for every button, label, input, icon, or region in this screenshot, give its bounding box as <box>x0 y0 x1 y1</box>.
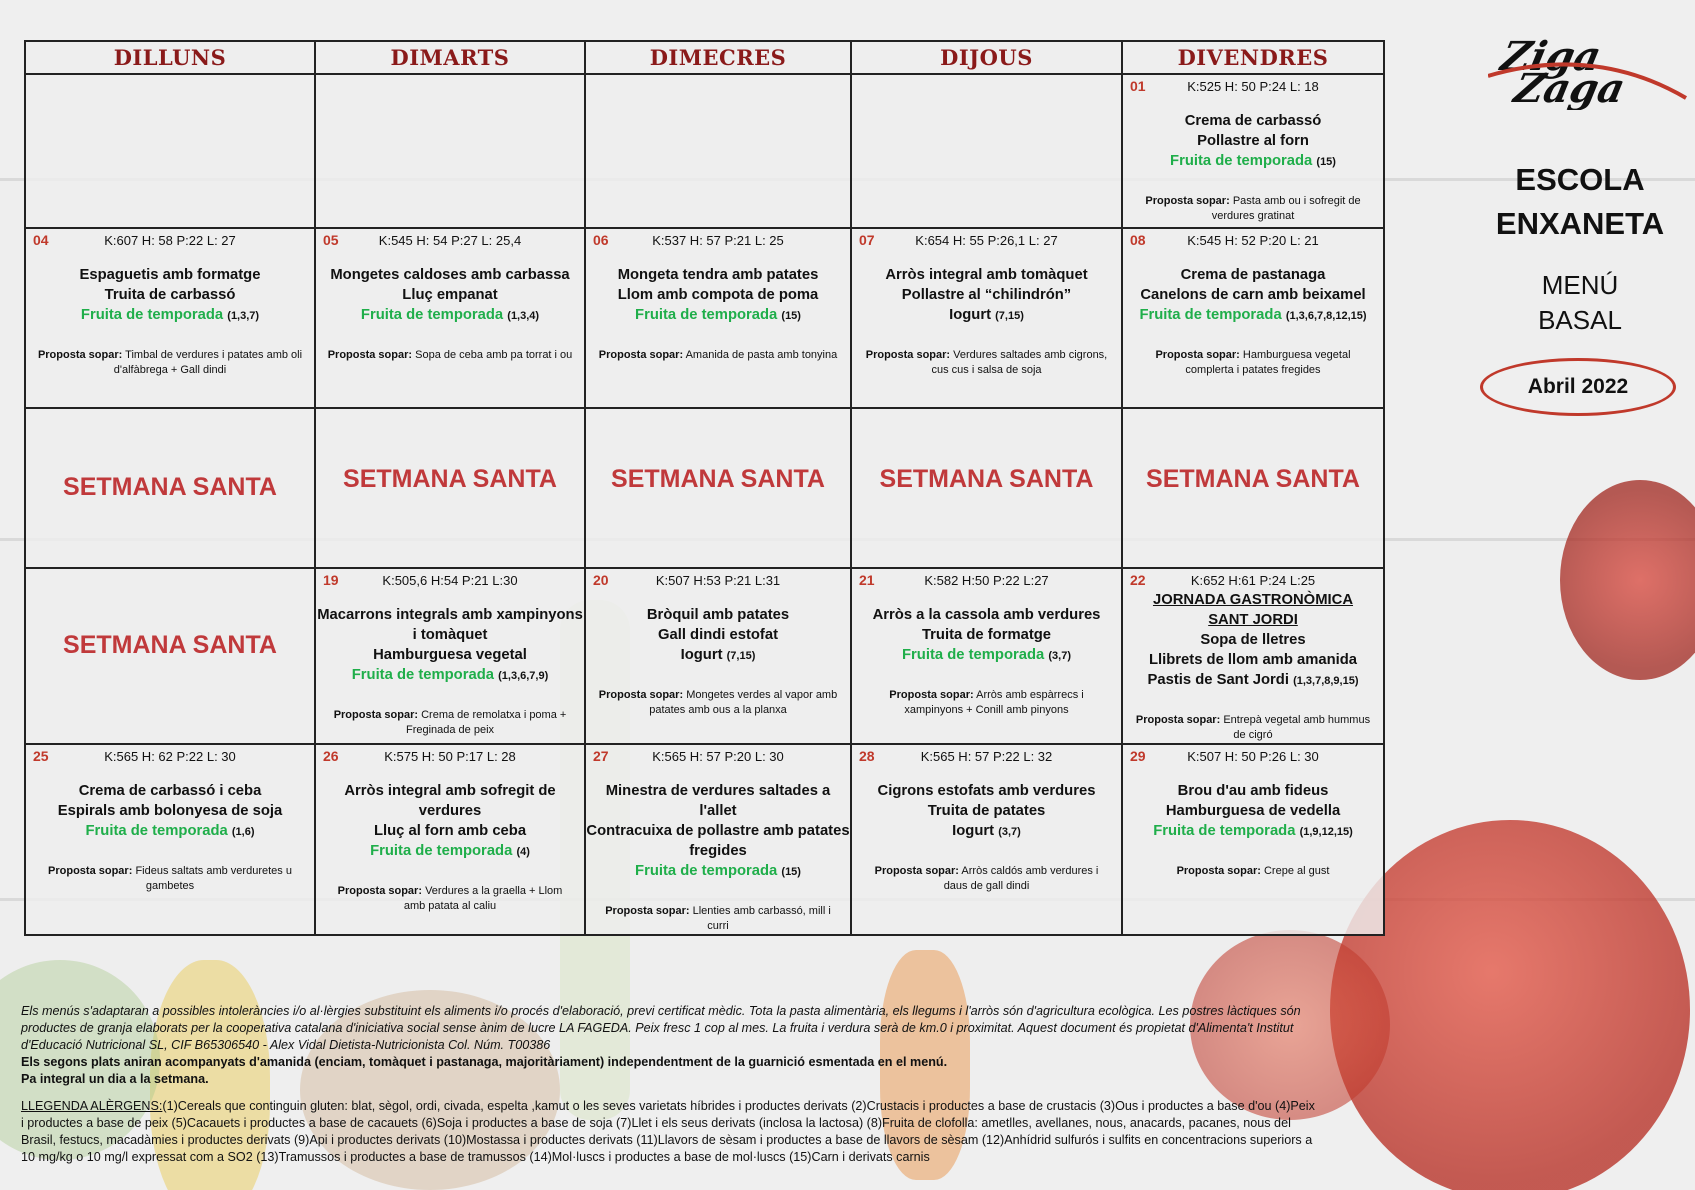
dish-item <box>852 781 1121 801</box>
dish-name: Minestra de verdures saltades a l'allet <box>605 783 831 819</box>
dish-item <box>26 265 314 285</box>
day-menu <box>852 229 1121 378</box>
allergen-codes: (7,15) <box>726 650 756 662</box>
day-menu <box>26 745 314 894</box>
dinner-text: Crepe al gust <box>1263 865 1330 877</box>
dish-name: Iogurt <box>952 823 995 839</box>
dinner-text: Mongetes verdes al vapor amb patates amb ous a la planxa <box>649 689 838 716</box>
dinner-text: Sopa de ceba amb pa torrat i ou <box>415 349 573 361</box>
day-number: 19 <box>323 572 339 588</box>
dish-list <box>852 605 1121 666</box>
fruit-line <box>316 665 584 686</box>
day-cell <box>585 228 851 408</box>
dinner-text: Verdures saltades amb cigrons, cus cus i salsa de soja <box>931 349 1108 376</box>
dish-name: Canelons de carn amb beixamel <box>1140 287 1366 303</box>
dish-item <box>852 821 1121 842</box>
dish-item <box>852 801 1121 821</box>
dinner-suggestion <box>586 348 850 363</box>
day-menu <box>1123 569 1383 743</box>
dish-name: Truita de formatge <box>921 627 1052 643</box>
dinner-suggestion <box>1123 348 1383 378</box>
dinner-suggestion <box>586 688 850 718</box>
dinner-suggestion <box>26 348 314 378</box>
allergen-codes: (3,7) <box>1048 650 1071 662</box>
dinner-text: Verdures a la graella + Llom amb patata al caliu <box>403 885 563 912</box>
day-menu <box>586 745 850 934</box>
week-row <box>25 228 1384 408</box>
nutrition-macros: K:537 H: 57 P:21 L: 25 <box>652 233 784 248</box>
day-number: 26 <box>323 748 339 764</box>
dinner-label: Proposta sopar: <box>1155 349 1240 361</box>
day-cell <box>851 228 1122 408</box>
weeks-body <box>25 74 1384 935</box>
day-cell <box>585 74 851 228</box>
dinner-text: Crema de remolatxa i poma + Freginada de peix <box>405 709 567 736</box>
dinner-text: Amanida de pasta amb tonyina <box>685 349 838 361</box>
logo-text-bottom: Zaga <box>1510 64 1630 110</box>
day-menu <box>586 229 850 363</box>
zigazaga-logo <box>1488 28 1688 110</box>
weekday-header: DIJOUS <box>851 41 1122 74</box>
dessert-fruit: Fruita de temporada <box>1170 153 1313 169</box>
day-menu <box>852 745 1121 894</box>
logo-text-top: Ziga <box>1496 32 1606 80</box>
dish-name: Truita de carbassó <box>104 287 236 303</box>
day-cell <box>851 408 1122 568</box>
dinner-label: Proposta sopar: <box>865 349 951 361</box>
weekday-header: DILLUNS <box>25 41 315 74</box>
dish-list <box>852 265 1121 326</box>
allergen-codes: (1,3,6,7,8,12,15) <box>1285 310 1367 322</box>
dinner-suggestion <box>852 348 1121 378</box>
dish-item <box>1123 131 1383 151</box>
day-number: 28 <box>859 748 875 764</box>
fruit-line <box>26 821 314 842</box>
menu-type <box>1470 268 1690 338</box>
dinner-label: Proposta sopar: <box>1145 195 1230 207</box>
weekly-menu-table <box>24 40 1385 936</box>
nutrition-macros: K:545 H: 52 P:20 L: 21 <box>1187 233 1319 248</box>
pepper-decoration <box>1560 480 1695 680</box>
dish-name: Macarrons integrals amb xampinyons i tomàquet <box>317 607 583 643</box>
day-cell <box>585 568 851 744</box>
special-event-title: JORNADA GASTRONÒMICA <box>1152 592 1354 608</box>
dinner-suggestion <box>852 688 1121 718</box>
dish-list <box>586 605 850 666</box>
fruit-line <box>1123 821 1383 842</box>
nutrition-macros: K:507 H: 50 P:26 L: 30 <box>1187 749 1319 764</box>
day-number: 06 <box>593 232 609 248</box>
dinner-suggestion <box>26 864 314 894</box>
dinner-suggestion <box>1123 713 1383 743</box>
dinner-text: Hamburguesa vegetal complerta i patates fregides <box>1185 349 1351 376</box>
day-cell <box>851 74 1122 228</box>
dessert-fruit: Fruita de temporada <box>635 307 778 323</box>
allergen-codes: (1,3,6,7,9) <box>498 670 549 682</box>
day-number: 08 <box>1130 232 1146 248</box>
dish-name: Crema de pastanaga <box>1180 267 1326 283</box>
dinner-text: Pasta amb ou i sofregit de verdures gratinat <box>1211 195 1361 222</box>
dish-item <box>586 265 850 285</box>
allergen-codes: (1,6) <box>231 826 255 838</box>
dessert-fruit: Fruita de temporada <box>80 307 224 323</box>
holiday-label: SETMANA SANTA <box>63 631 277 659</box>
dinner-label: Proposta sopar: <box>327 349 413 361</box>
day-cell <box>585 408 851 568</box>
dish-name: Cigrons estofats amb verdures <box>877 783 1096 799</box>
fruit-line <box>1123 305 1383 326</box>
dinner-text: Arròs caldós amb verdures i daus de gall dindi <box>943 865 1099 892</box>
day-number: 25 <box>33 748 49 764</box>
dish-list <box>586 781 850 882</box>
day-cell <box>315 744 585 935</box>
menu-line2: BASAL <box>1538 305 1622 335</box>
nutrition-macros: K:582 H:50 P:22 L:27 <box>924 573 1049 588</box>
dessert-fruit: Fruita de temporada <box>85 823 228 839</box>
dinner-label: Proposta sopar: <box>605 905 690 917</box>
dish-name: Gall dindi estofat <box>657 627 779 643</box>
nutrition-macros: K:507 H:53 P:21 L:31 <box>655 573 781 588</box>
dinner-label: Proposta sopar: <box>37 349 123 361</box>
allergen-codes: (1,3,7) <box>227 310 260 322</box>
week-row <box>25 744 1384 935</box>
dish-list <box>26 265 314 326</box>
day-menu <box>1123 229 1383 378</box>
day-cell <box>1122 74 1384 228</box>
holiday-label: SETMANA SANTA <box>343 465 557 493</box>
school-name <box>1470 158 1690 246</box>
dessert-fruit: Fruita de temporada <box>351 667 494 683</box>
day-cell <box>315 408 585 568</box>
allergen-codes: (1,9,12,15) <box>1299 826 1353 838</box>
dish-list <box>852 781 1121 842</box>
dinner-text: Llenties amb carbassó, mill i curri <box>692 905 831 932</box>
day-cell <box>315 74 585 228</box>
special-event-title: SANT JORDI <box>1208 612 1298 628</box>
dish-item <box>852 625 1121 645</box>
dessert-fruit: Fruita de temporada <box>370 843 513 859</box>
dish-name: Llom amb compota de poma <box>617 287 819 303</box>
day-menu <box>1123 75 1383 224</box>
dish-name: Mongetes caldoses amb carbassa <box>330 267 570 283</box>
day-cell <box>1122 408 1384 568</box>
allergen-codes: (15) <box>781 310 801 322</box>
dish-item <box>26 285 314 305</box>
allergen-codes: (1,3,4) <box>507 310 540 322</box>
weekday-header: DIMARTS <box>315 41 585 74</box>
day-menu <box>26 229 314 378</box>
allergen-codes: (15) <box>1316 156 1336 168</box>
dish-name: Pollastre al “chilindrón” <box>901 287 1072 303</box>
dessert-fruit: Fruita de temporada <box>1139 307 1282 323</box>
day-cell <box>1122 568 1384 744</box>
dish-item <box>316 645 584 665</box>
dish-item <box>586 821 850 861</box>
weekday-header: DIMECRES <box>585 41 851 74</box>
allergen-codes: (1,3,7,8,9,15) <box>1293 675 1359 687</box>
dish-list <box>1123 590 1383 691</box>
fruit-line <box>852 645 1121 666</box>
fruit-line <box>316 305 584 326</box>
dish-name: Hamburguesa de vedella <box>1165 803 1341 819</box>
day-menu <box>316 229 584 363</box>
dish-item <box>1123 781 1383 801</box>
dessert-fruit: Fruita de temporada <box>360 307 504 323</box>
nutrition-macros: K:565 H: 62 P:22 L: 30 <box>104 749 236 764</box>
dish-list <box>1123 781 1383 842</box>
dish-name: Sopa de lletres <box>1200 632 1306 648</box>
dish-item <box>1123 111 1383 131</box>
fruit-line <box>586 861 850 882</box>
dish-item <box>586 645 850 666</box>
day-cell <box>851 744 1122 935</box>
dish-item <box>1123 650 1383 670</box>
day-number: 22 <box>1130 572 1146 588</box>
holiday-label: SETMANA SANTA <box>611 465 825 493</box>
dinner-label: Proposta sopar: <box>48 865 133 877</box>
dish-list <box>1123 111 1383 172</box>
day-menu <box>316 745 584 914</box>
day-number: 27 <box>593 748 609 764</box>
legend-text: (1)Cereals que continguin gluten: blat, sègol, ordi, civada, espelta ,kamut o les seves varietats híbrides i productes derivats (2)Crustacis i productes a base de crustacis (3)Ous i productes a base d'ou (4)Peix i productes a base de peix (5)Cacauets i productes a base de cacauets (6)Soja i productes a base de soja (7)Llet i els seus derivats (inclosa la lactosa) (8)Fruita de clofolla: ametlles, avellanes, nous, anacards, pacanes, nous del Brasil, festucs, macadàmies i productes derivats (9)Api i productes derivats (10)Mostassa i productes derivats (11)Llavors de sèsam i productes a base de llavors de sèsam (12)Anhídrid sulfurós i sulfits en concentracions superiors a 10 mg/kg o 10 mg/l expressat com a SO2 (13)Tramussos i productes a base de tramussos (14)Mol·luscs i productes a base de mol·luscs (15)Carn i derivats carnis <box>21 1099 1315 1164</box>
dish-item <box>316 285 584 305</box>
menu-line1: MENÚ <box>1541 270 1619 300</box>
dish-item <box>852 605 1121 625</box>
day-number: 07 <box>859 232 875 248</box>
day-cell <box>25 228 315 408</box>
day-cell <box>1122 744 1384 935</box>
day-menu <box>852 569 1121 718</box>
dish-name: Arròs integral amb tomàquet <box>885 267 1088 283</box>
day-cell <box>25 408 315 568</box>
dinner-text: Entrepà vegetal amb hummus de cigró <box>1223 714 1371 741</box>
footer-notes <box>21 1003 1321 1166</box>
dinner-label: Proposta sopar: <box>874 865 959 877</box>
dish-item <box>1123 265 1383 285</box>
allergen-codes: (4) <box>516 846 530 858</box>
day-menu <box>1123 745 1383 879</box>
day-number: 20 <box>593 572 609 588</box>
dish-item <box>26 781 314 801</box>
dish-name: Bròquil amb patates <box>646 607 790 623</box>
day-cell <box>1122 228 1384 408</box>
dinner-text: Arròs amb espàrrecs i xampinyons + Conill amb pinyons <box>904 689 1084 716</box>
nutrition-macros: K:545 H: 54 P:27 L: 25,4 <box>378 233 522 248</box>
dinner-label: Proposta sopar: <box>1176 865 1261 877</box>
dish-name: Contracuixa de pollastre amb patates fregides <box>586 823 850 859</box>
footer-bread-note: Pa integral un dia a la setmana. <box>21 1072 209 1086</box>
day-number: 29 <box>1130 748 1146 764</box>
dish-list <box>1123 265 1383 326</box>
dish-item <box>316 781 584 821</box>
dessert-fruit: Fruita de temporada <box>902 647 1045 663</box>
day-cell <box>851 568 1122 744</box>
nutrition-macros: K:654 H: 55 P:26,1 L: 27 <box>915 233 1058 248</box>
dish-name: Pollastre al forn <box>1197 133 1309 149</box>
dinner-suggestion <box>586 904 850 934</box>
dessert-fruit: Fruita de temporada <box>635 863 778 879</box>
footer-salad-note: Els segons plats aniran acompanyats d'amanida (enciam, tomàquet i pastanaga, majoritàriament) independentment de la guarnició esmentada en el menú. <box>21 1055 948 1069</box>
dish-name: Espirals amb bolonyesa de soja <box>57 803 283 819</box>
fruit-line <box>26 305 314 326</box>
dish-item <box>1123 670 1383 691</box>
school-line1: ESCOLA <box>1515 162 1645 197</box>
allergen-codes: (3,7) <box>998 826 1021 838</box>
dish-name: Iogurt <box>680 647 723 663</box>
dish-item <box>852 305 1121 326</box>
weekday-header-row <box>25 41 1384 74</box>
dinner-suggestion <box>316 884 584 914</box>
day-number: 04 <box>33 232 49 248</box>
dish-item <box>586 781 850 821</box>
school-line2: ENXANETA <box>1495 206 1665 241</box>
day-cell <box>25 568 315 744</box>
month-badge: Abril 2022 <box>1480 358 1676 416</box>
allergen-legend <box>21 1098 1321 1166</box>
dish-name: Arròs a la cassola amb verdures <box>872 607 1101 623</box>
fruit-line <box>586 305 850 326</box>
dish-name: Lluç empanat <box>402 287 498 303</box>
dish-item <box>1123 630 1383 650</box>
dinner-text: Timbal de verdures i patates amb oli d'alfàbrega + Gall dindi <box>113 349 303 376</box>
dinner-text: Fideus saltats amb verduretes u gambetes <box>135 865 292 892</box>
dinner-suggestion <box>1123 194 1383 224</box>
dish-name: Mongeta tendra amb patates <box>617 267 819 283</box>
nutrition-macros: K:575 H: 50 P:17 L: 28 <box>384 749 516 764</box>
nutrition-macros: K:607 H: 58 P:22 L: 27 <box>104 233 236 248</box>
nutrition-macros: K:505,6 H:54 P:21 L:30 <box>382 573 518 588</box>
dish-name: Crema de carbassó i ceba <box>78 783 262 799</box>
day-cell <box>25 74 315 228</box>
dinner-label: Proposta sopar: <box>333 709 419 721</box>
dish-name: Llibrets de llom amb amanida <box>1148 652 1358 668</box>
dish-list <box>316 605 584 686</box>
dish-name: Truita de patates <box>927 803 1046 819</box>
day-number: 05 <box>323 232 339 248</box>
day-number: 01 <box>1130 78 1146 94</box>
holiday-label: SETMANA SANTA <box>1146 465 1360 493</box>
allergen-codes: (7,15) <box>995 310 1024 322</box>
dinner-suggestion <box>316 708 584 738</box>
dinner-label: Proposta sopar: <box>337 885 422 897</box>
dish-list <box>316 265 584 326</box>
nutrition-macros: K:565 H: 57 P:20 L: 30 <box>652 749 784 764</box>
dish-item <box>316 265 584 285</box>
dish-item <box>1123 801 1383 821</box>
allergen-codes: (15) <box>781 866 801 878</box>
day-cell <box>585 744 851 935</box>
day-number: 21 <box>859 572 875 588</box>
dish-name: Espaguetis amb formatge <box>79 267 261 283</box>
dish-item <box>316 605 584 645</box>
dish-item <box>316 821 584 841</box>
week-row <box>25 568 1384 744</box>
dish-name: Iogurt <box>949 307 992 323</box>
footer-note: Els menús s'adaptaran a possibles intoleràncies i/o al·lèrgies substituint els aliments i/o procés d'elaboració, previ certificat mèdic. Tota la pasta alimentària, els llegums i l'arròs són d'agricultura ecològica. Les postres làctiques són productes de granja elaborats per la cooperativa catalana d'iniciativa social sense ànim de lucre LA FAGEDA. Peix fresc 1 cop al mes. La fruita i verdura serà de km.0 i proximitat. Aquest document és propietat d'Alimenta't Institut d'Educació Nutricional SL, CIF B65306540 - Alex Vidal Dietista-Nutricionista Col. Núm. T00386 <box>21 1004 1301 1052</box>
dish-name: Hamburguesa vegetal <box>373 647 527 663</box>
dish-item <box>26 801 314 821</box>
dinner-label: Proposta sopar: <box>598 689 684 701</box>
dinner-label: Proposta sopar: <box>598 349 684 361</box>
nutrition-macros: K:525 H: 50 P:24 L: 18 <box>1187 79 1319 94</box>
dish-list <box>586 265 850 326</box>
dinner-label: Proposta sopar: <box>889 689 974 701</box>
nutrition-macros: K:652 H:61 P:24 L:25 <box>1190 573 1316 588</box>
holiday-label: SETMANA SANTA <box>879 465 1094 493</box>
dessert-fruit: Fruita de temporada <box>1153 823 1296 839</box>
dish-name: Arròs integral amb sofregit de verdures <box>344 783 556 819</box>
dish-name: Pastis de Sant Jordi <box>1147 672 1289 688</box>
fruit-line <box>316 841 584 862</box>
week-row <box>25 408 1384 568</box>
nutrition-macros: K:565 H: 57 P:22 L: 32 <box>920 749 1053 764</box>
fruit-line <box>1123 151 1383 172</box>
legend-label: LLEGENDA ALÈRGENS: <box>21 1099 163 1113</box>
dish-item <box>1123 285 1383 305</box>
dish-name: Lluç al forn amb ceba <box>373 823 527 839</box>
day-cell <box>25 744 315 935</box>
weekday-header: DIVENDRES <box>1122 41 1384 74</box>
day-cell <box>315 568 585 744</box>
dish-item <box>852 265 1121 285</box>
dish-item <box>586 625 850 645</box>
dish-name: Crema de carbassó <box>1184 113 1322 129</box>
dish-list <box>26 781 314 842</box>
dish-item <box>586 605 850 625</box>
dinner-suggestion <box>852 864 1121 894</box>
dish-list <box>316 781 584 862</box>
dish-name: Brou d'au amb fideus <box>1177 783 1329 799</box>
dinner-label: Proposta sopar: <box>1135 714 1221 726</box>
day-cell <box>315 228 585 408</box>
dish-item <box>586 285 850 305</box>
week-row <box>25 74 1384 228</box>
dish-item <box>852 285 1121 305</box>
day-menu <box>316 569 584 738</box>
dinner-suggestion <box>316 348 584 363</box>
dinner-suggestion <box>1123 864 1383 879</box>
day-menu <box>586 569 850 718</box>
holiday-label: SETMANA SANTA <box>63 473 277 501</box>
